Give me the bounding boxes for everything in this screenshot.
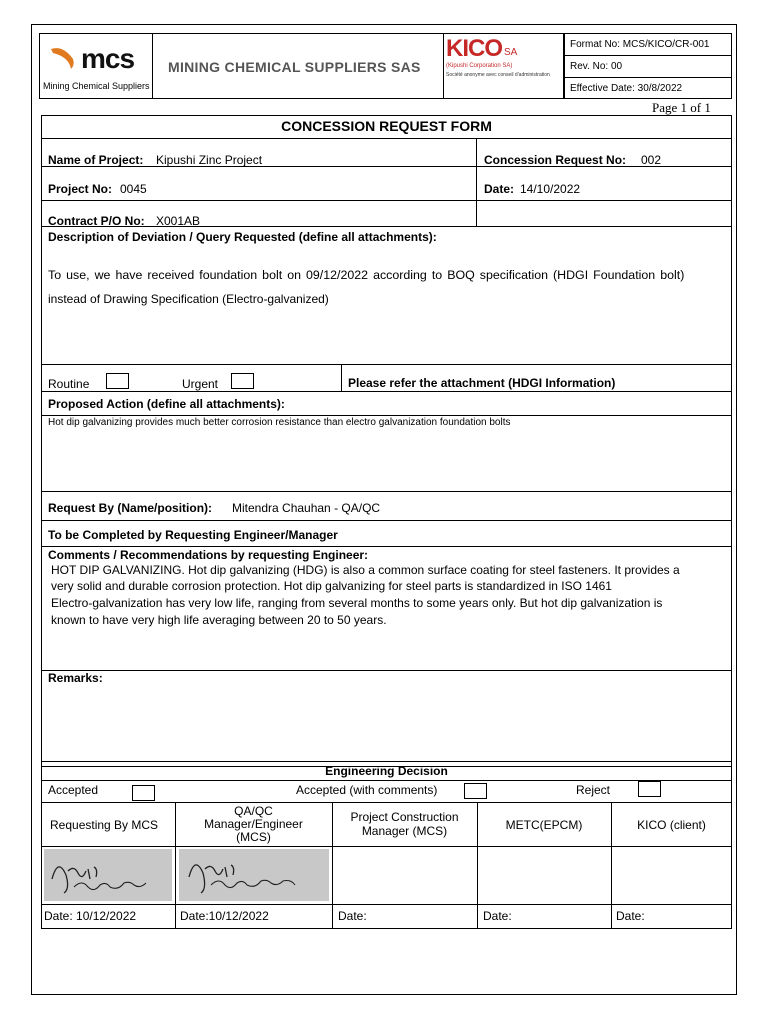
kico-logo-text: KICO <box>446 35 502 62</box>
contract-value: X001AB <box>156 214 201 228</box>
page-number: Page 1 of 1 <box>652 100 711 115</box>
proposed-label: Proposed Action (define all attachments): <box>48 397 285 411</box>
col-project-construction <box>332 810 477 838</box>
project-no-value: 0045 <box>120 182 147 196</box>
col-qaqc-manager <box>175 803 332 844</box>
col-pcm-line-2: Manager (MCS) <box>361 824 448 838</box>
priority-divider <box>341 364 342 392</box>
signature-qaqc-manager <box>179 849 329 901</box>
mcs-logo-subtitle: Mining Chemical Suppliers <box>43 81 150 91</box>
date-kico-client: Date: <box>616 909 645 923</box>
mcs-logo-text: mcs <box>81 43 135 74</box>
col-metc: METC(EPCM) <box>505 818 583 832</box>
kico-logo-sa: SA <box>504 47 518 58</box>
comments-line-3: Electro-galvanization has very low life, ranging from several months to some years only. But hot dip galvanization is <box>51 596 663 610</box>
project-name-label: Name of Project: <box>48 153 144 167</box>
routine-label: Routine <box>48 377 90 391</box>
cr-no-label: Concession Request No: <box>484 153 627 167</box>
request-by-label: Request By (Name/position): <box>48 501 213 515</box>
reject-checkbox[interactable] <box>638 781 661 797</box>
accepted-checkbox[interactable] <box>132 785 155 801</box>
decision-title: Engineering Decision <box>325 764 448 778</box>
deviation-line-1: To use, we have received foundation bolt on 09/12/2022 according to BOQ specification (HDGI Foundation bolt) <box>48 268 685 282</box>
proposed-text: Hot dip galvanizing provides much better corrosion resistance than electro galvanization foundation bolts <box>48 417 511 428</box>
effective-date: Effective Date: 30/8/2022 <box>570 83 683 94</box>
urgent-checkbox[interactable] <box>231 373 254 389</box>
attachment-note: Please refer the attachment (HDGI Information) <box>348 376 616 390</box>
col-kico-client: KICO (client) <box>637 818 706 832</box>
company-name: MINING CHEMICAL SUPPLIERS SAS <box>168 59 421 75</box>
col-qaqc-line-2: Manager/Engineer <box>204 817 303 831</box>
accepted-label: Accepted <box>48 783 99 797</box>
mcs-swoosh-icon <box>49 45 79 71</box>
accepted-comments-checkbox[interactable] <box>464 783 487 799</box>
deviation-label: Description of Deviation / Query Requested (define all attachments): <box>48 230 437 244</box>
deviation-line-2: instead of Drawing Specification (Electro-galvanized) <box>48 292 329 306</box>
project-name-row <box>41 139 732 167</box>
date-label: Date: <box>484 182 515 196</box>
comments-line-1: HOT DIP GALVANIZING. Hot dip galvanizing (HDG) is also a common surface coating for steel fasteners. It provides a <box>51 563 680 577</box>
kico-subtitle-2: Société anonyme avec conseil d'administration <box>446 72 550 78</box>
mcs-logo-cell <box>39 33 153 99</box>
accepted-comments-label: Accepted (with comments) <box>296 783 438 797</box>
kico-subtitle-1: (Kipushi Corporation SA) <box>446 63 513 69</box>
signature-requesting-mcs <box>44 849 172 901</box>
format-no-row <box>565 34 731 56</box>
comments-label: Comments / Recommendations by requesting Engineer: <box>48 548 369 562</box>
routine-checkbox[interactable] <box>106 373 129 389</box>
kico-logo-cell <box>443 33 564 99</box>
to-be-completed-label: To be Completed by Requesting Engineer/Manager <box>48 528 338 542</box>
format-no: Format No: MCS/KICO/CR-001 <box>570 39 710 50</box>
date-requesting-mcs: Date: 10/12/2022 <box>44 909 137 923</box>
remarks-row <box>41 670 732 767</box>
date-qaqc-manager: Date:10/12/2022 <box>180 909 269 923</box>
project-name-value: Kipushi Zinc Project <box>156 153 263 167</box>
comments-line-2: very solid and durable corrosion protection. Hot dip galvanizing for steel parts is standardized in ISO 1461 <box>51 579 612 593</box>
remarks-label: Remarks: <box>48 671 103 685</box>
col-pcm-line-1: Project Construction <box>350 810 459 824</box>
date-metc: Date: <box>483 909 512 923</box>
title-row <box>41 115 732 139</box>
form-page <box>31 24 737 995</box>
col-qaqc-line-3: (MCS) <box>236 830 271 844</box>
reject-label: Reject <box>576 783 611 797</box>
rev-no: Rev. No: 00 <box>570 61 623 72</box>
project-no-label: Project No: <box>48 182 113 196</box>
col-qaqc-line-1: QA/QC <box>234 804 273 818</box>
format-info-box <box>564 33 732 99</box>
urgent-label: Urgent <box>182 377 219 391</box>
request-by-value: Mitendra Chauhan - QA/QC <box>232 501 381 515</box>
comments-line-4: known to have very high life averaging between 20 to 50 years. <box>51 613 387 627</box>
form-title: CONCESSION REQUEST FORM <box>281 118 492 134</box>
date-value: 14/10/2022 <box>520 182 581 196</box>
col-requesting-mcs: Requesting By MCS <box>50 818 159 832</box>
contract-label: Contract P/O No: <box>48 214 145 228</box>
rev-no-row <box>565 56 731 78</box>
cr-no-value: 002 <box>641 153 662 167</box>
date-project-construction: Date: <box>338 909 367 923</box>
decision-title-row <box>41 761 732 781</box>
